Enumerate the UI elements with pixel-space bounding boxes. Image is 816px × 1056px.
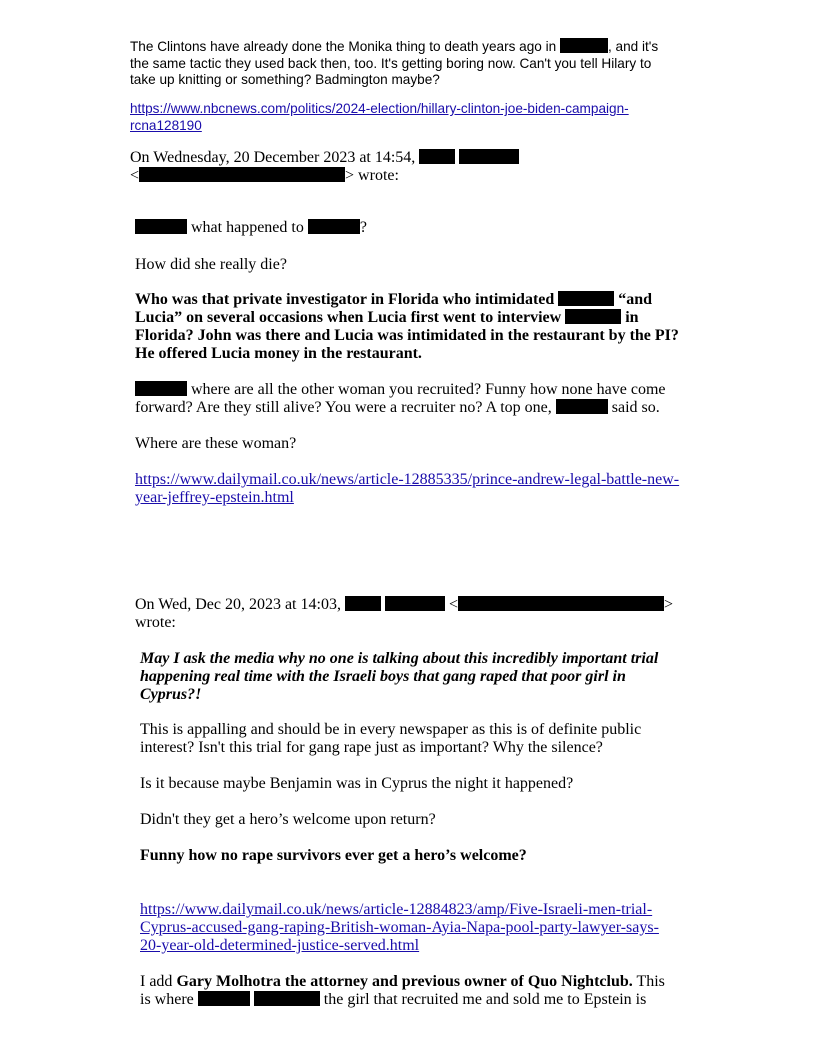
link-line[interactable]: https://www.dailymail.co.uk/news/article-12885335/prince-andrew-legal-battle-new-: [135, 471, 680, 488]
redaction-bar: [139, 167, 345, 182]
text: On Wed, Dec 20, 2023 at 14:03,: [135, 596, 341, 613]
link-line[interactable]: year-jeffrey-epstein.html: [135, 489, 294, 506]
redaction-bar: [556, 399, 608, 414]
text-line: [140, 991, 720, 1009]
redaction-bar: [459, 149, 519, 164]
text: forward? Are they still alive? You were a recruiter no? A top one,: [135, 399, 552, 416]
redaction-bar: [198, 991, 250, 1006]
text: “and: [618, 291, 653, 308]
text-line: [135, 381, 715, 399]
text-line: [140, 668, 700, 686]
text: Lucia” on several occasions when Lucia first went to interview: [135, 309, 562, 326]
text: what happened to: [191, 219, 304, 236]
redaction-bar: [560, 38, 608, 53]
bold-paragraph: [135, 291, 715, 363]
link-line[interactable]: 20-year-old-determined-justice-served.html: [140, 937, 420, 954]
dailymail-link-2[interactable]: [140, 901, 659, 955]
text: He offered Lucia money in the restaurant.: [135, 345, 422, 362]
link-line[interactable]: Cyprus-accused-gang-raping-British-woman-Ayia-Napa-pool-party-lawyer-says-: [140, 919, 659, 936]
text: Florida? John was there and Lucia was intimidated in the restaurant by the PI?: [135, 327, 679, 344]
text-line: How did she really die?: [135, 256, 287, 273]
text: This: [636, 973, 665, 990]
text-line: take up knitting or something? Badmington maybe?: [130, 72, 440, 88]
text-line: [140, 650, 700, 668]
text: >: [663, 596, 673, 613]
text-line: [140, 686, 700, 704]
link-line[interactable]: https://www.nbcnews.com/politics/2024-election/hillary-clinton-joe-biden-campaign-: [130, 101, 629, 116]
redaction-bar: [135, 219, 187, 234]
text: The Clintons have already done the Monika thing to death years ago in: [130, 39, 557, 54]
text-line: This is appalling and should be in every newspaper as this is of definite public: [140, 721, 642, 738]
text: <: [448, 596, 458, 613]
paragraph: [135, 381, 715, 417]
text-line: [130, 38, 690, 56]
redaction-bar: [308, 219, 360, 234]
redaction-bar: [385, 596, 445, 611]
text: Funny how no rape survivors ever get a hero’s welcome?: [140, 847, 527, 864]
redaction-bar: [345, 596, 381, 611]
redaction-bar: [558, 291, 614, 306]
link-line[interactable]: https://www.dailymail.co.uk/news/article-12884823/amp/Five-Israeli-men-trial-: [140, 901, 653, 918]
dailymail-link-1[interactable]: [135, 471, 679, 507]
header-line: [130, 167, 519, 185]
paragraph: [140, 721, 700, 757]
text-line: [135, 345, 715, 363]
text: in: [625, 309, 639, 326]
text: On Wednesday, 20 December 2023 at 14:54,: [130, 149, 416, 166]
redaction-bar: [254, 991, 320, 1006]
header-line: wrote:: [135, 614, 176, 631]
link-line[interactable]: rcna128190: [130, 117, 202, 133]
text: the girl that recruited me and sold me to Epstein is: [323, 991, 647, 1008]
header-line: [135, 596, 715, 614]
top-paragraph: [130, 38, 690, 89]
text: <: [130, 167, 140, 184]
text-line: [135, 309, 715, 327]
text: ?: [359, 219, 367, 236]
redaction-bar: [135, 381, 187, 396]
text-line: [140, 847, 527, 865]
text: where are all the other woman you recruited? Funny how none have come: [191, 381, 666, 398]
text-line: [135, 291, 715, 309]
text: said so.: [611, 399, 660, 416]
text: Who was that private investigator in Florida who intimidated: [135, 291, 555, 308]
text: is where: [140, 991, 194, 1008]
text-line: interest? Isn't this trial for gang rape just as important? Why the silence?: [140, 739, 603, 756]
text-line: Didn't they get a hero’s welcome upon return?: [140, 811, 436, 828]
redaction-bar: [565, 309, 621, 324]
nbcnews-link[interactable]: [130, 101, 629, 134]
text-line: Where are these woman?: [135, 435, 297, 452]
text-line: the same tactic they used back then, too. It's getting boring now. Can't you tell Hilary to: [130, 55, 652, 71]
reply-header-1: [130, 149, 519, 185]
reply-header-2: [135, 596, 715, 632]
text: happening real time with the Israeli boys that gang raped that poor girl in: [140, 668, 626, 685]
text: May I ask the media why no one is talking about this incredibly important trial: [140, 650, 659, 667]
text-line: [140, 973, 720, 991]
text: Cyprus?!: [140, 686, 202, 703]
text: Gary Molhotra the attorney and previous owner of Quo Nightclub.: [176, 973, 633, 990]
text-line: [135, 327, 715, 345]
quoted-message-1: [135, 219, 695, 237]
text-line: Is it because maybe Benjamin was in Cyprus the night it happened?: [140, 775, 574, 792]
text-line: [135, 399, 715, 417]
redaction-bar: [419, 149, 455, 164]
header-line: [130, 149, 519, 167]
text-line: [135, 219, 695, 237]
text: I add: [140, 973, 173, 990]
bold-italic-paragraph: [140, 650, 700, 704]
paragraph: [140, 973, 720, 1009]
text: > wrote:: [345, 167, 399, 184]
redaction-bar: [458, 596, 664, 611]
text: , and it's: [608, 39, 659, 54]
